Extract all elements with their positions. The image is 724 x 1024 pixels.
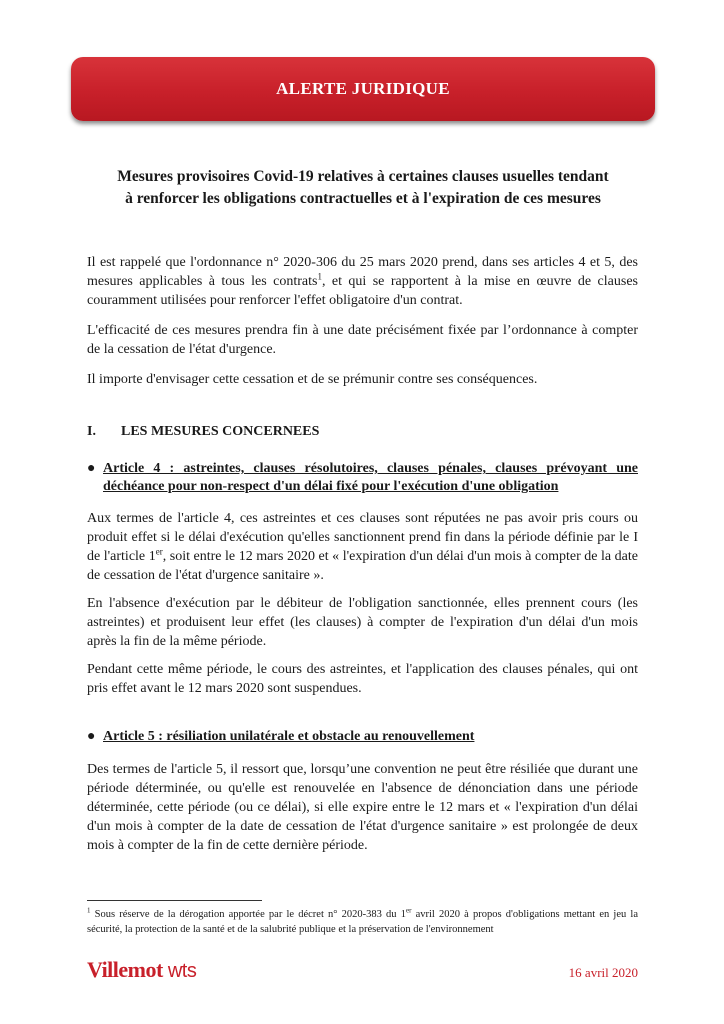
section-number: I. [87,424,96,439]
article-4-paragraph-3: Pendant cette même période, le cours des astreintes, et l'application des clauses pénales, qui ont pris effet avant le 12 mars 2020 sont suspendues. [87,662,638,696]
intro-paragraph-3: Il importe d'envisager cette cessation et de se prémunir contre ses conséquences. [87,372,538,387]
intro-p1-text-b: , et qui se rapportent à la mise en œuvre de clauses couramment utilisées pour renforcer l'effet obligatoire d'un contrat. [87,274,638,308]
footnote-number: 1 [87,906,91,915]
footnote-text-b: avril 2020 à propos d'obligations mettant en jeu la sécurité, la protection de la santé et de la salubrité publique et la préservation de l'environnement [87,909,638,935]
document-date: 16 avril 2020 [568,965,638,980]
bullet-icon: ● [87,461,96,476]
intro-paragraph-2: L'efficacité de ces mesures prendra fin à une date précisément fixée par l’ordonnance à compter de la cessation de l'état d'urgence. [87,323,638,357]
article-5-heading-text: Article 5 : résiliation unilatérale et obstacle au renouvellement [103,729,475,744]
article-4-paragraph-1 [87,509,638,585]
article-4-heading [87,460,638,496]
article-4-p1-text-a: Aux termes de l'article 4, ces astreintes et ces clauses sont réputées ne pas avoir pris cours ou produit effet si le délai d'exécution qu'elles sanctionnent prend fin dans la période définie par le I de l'article 1 [87,511,638,564]
footnote-text-a: Sous réserve de la dérogation apportée par le décret n° 2020-383 du 1 [90,909,406,920]
footnote-ref: 1 [317,271,322,282]
document-title-line-1: Mesures provisoires Covid-19 relatives à certaines clauses usuelles tendant [117,168,609,185]
article-4-sup: er [155,546,163,557]
bullet-icon: ● [87,729,96,744]
footnote [87,907,638,937]
document-title-line-2: à renforcer les obligations contractuelles et à l'expiration de ces mesures [125,190,601,207]
footnote-divider [87,900,262,901]
intro-paragraph-1 [87,253,638,310]
article-5-paragraph-1: Des termes de l'article 5, il ressort que, lorsqu’une convention ne peut être résiliée que durant une période déterminée, ou qu'elle est renouvelée en l'absence de dénonciation dans une période déterminée, cette période (ou ce délai), si elle expire entre le 12 mars et « l'expiration d'un délai d'un mois à compter de la date de cessation de l'état d'urgence sanitaire » est prolongée de deux mois à compter de la fin de cette dernière période. [87,762,638,853]
banner-title: ALERTE JURIDIQUE [276,79,450,98]
villemot-logo [87,957,196,983]
section-title: LES MESURES CONCERNEES [121,424,320,439]
article-5-heading [87,728,638,746]
article-4-p1-text-b: , soit entre le 12 mars 2020 et « l'expiration d'un délai d'un mois à compter de la date de cessation de l'état d'urgence sanitaire ». [87,549,639,583]
footnote-sup: er [405,906,412,915]
section-heading [87,424,319,440]
logo-sub: wts [167,960,197,982]
article-4-paragraph-2: En l'absence d'exécution par le débiteur de l'obligation sanctionnée, elles prennent cours (les astreintes) et produisent leur effet (les clauses) à compter de l'expiration d'un délai d'un mois après la fin de la même période. [87,596,638,649]
intro-p1-text-a: Il est rappelé que l'ordonnance n° 2020-306 du 25 mars 2020 prend, dans ses articles 4 et 5, des mesures applicables à tous les contrats [87,255,638,289]
logo-main: Villemot [87,957,163,982]
alert-banner [71,57,655,121]
document-title [80,166,646,210]
article-4-heading-text: Article 4 : astreintes, clauses résolutoires, clauses pénales, clauses prévoyant une déchéance pour non-respect d'un délai fixé pour l'exécution d'une obligation [103,461,638,494]
